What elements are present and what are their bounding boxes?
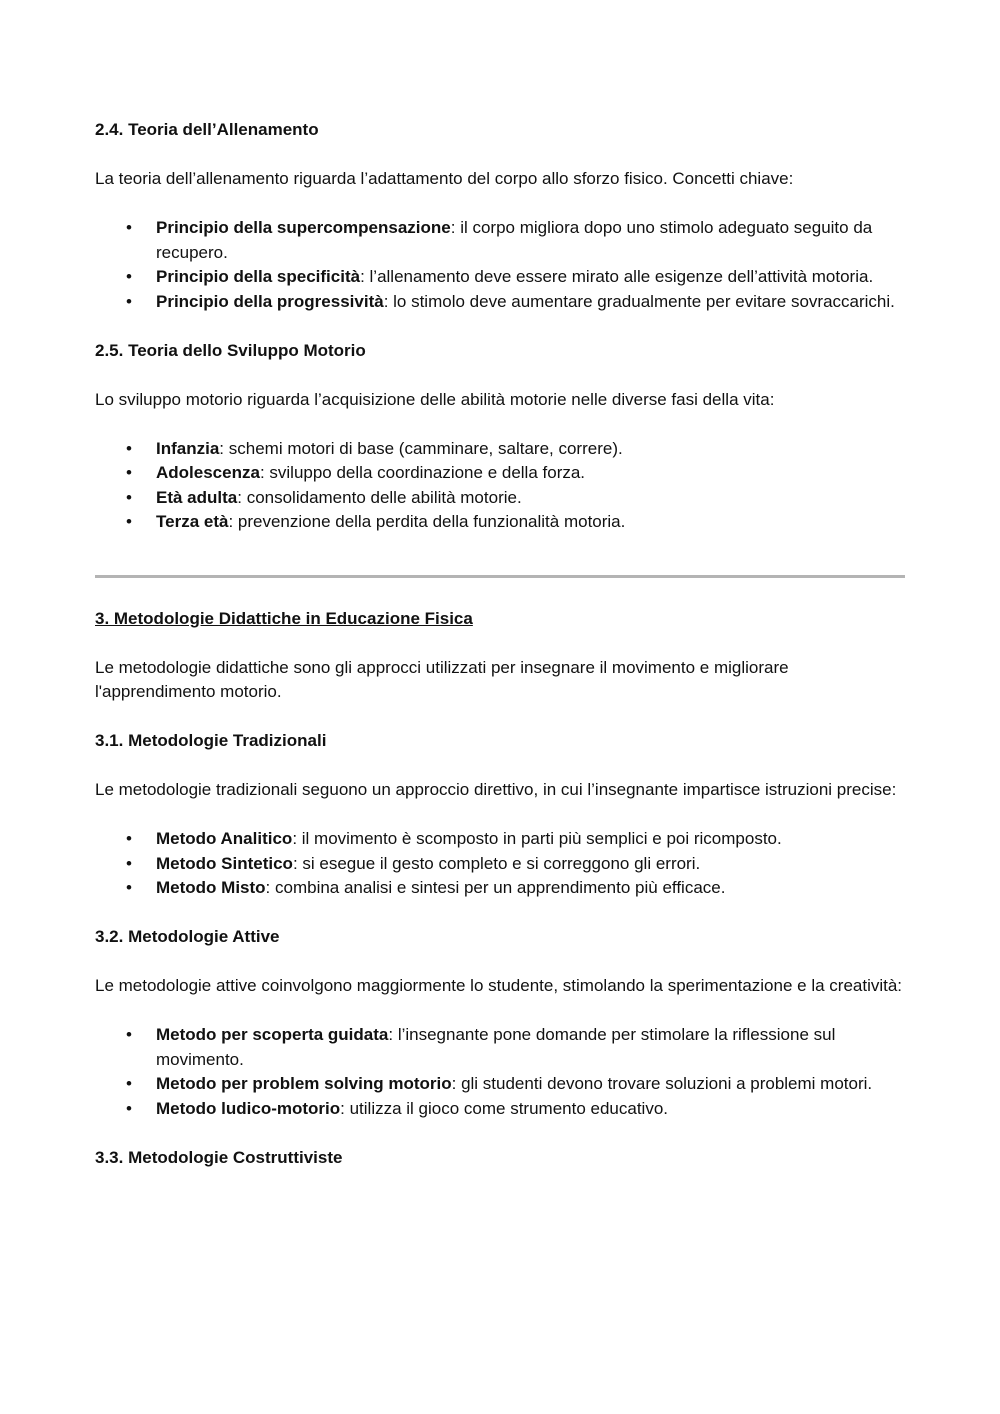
list-item-text: : consolidamento delle abilità motorie.: [237, 487, 522, 507]
list-item-term: Adolescenza: [156, 463, 260, 482]
bullet-icon: •: [126, 512, 132, 531]
list-item: [95, 1023, 905, 1072]
list-item-text: : prevenzione della perdita della funzionalità motoria.: [228, 512, 626, 531]
bullet-icon: •: [126, 267, 132, 286]
list-item: [95, 1097, 905, 1122]
section-2-5-list: [95, 437, 905, 535]
bullet-icon: •: [126, 291, 132, 311]
bullet-icon: •: [126, 463, 132, 482]
list-item-term: Metodo ludico-motorio: [156, 1098, 341, 1118]
list-item-text: : sviluppo della coordinazione e della forza.: [259, 463, 586, 482]
section-3-2-intro: Le metodologie attive coinvolgono maggiormente lo studente, stimolando la sperimentazione e la creatività:: [95, 976, 903, 995]
list-item-text: : lo stimolo deve aumentare gradualmente per evitare sovraccarichi.: [383, 291, 895, 311]
list-item: [95, 290, 905, 315]
bullet-icon: •: [126, 1098, 132, 1118]
list-item-term: Metodo Analitico: [156, 829, 293, 848]
list-item-text: : gli studenti devono trovare soluzioni a problemi motori.: [451, 1074, 873, 1093]
section-2-5-intro: Lo sviluppo motorio riguarda l’acquisizione delle abilità motorie nelle diverse fasi della vita:: [95, 389, 775, 409]
list-item: [95, 876, 905, 901]
list-item: [95, 461, 905, 486]
bullet-icon: •: [126, 487, 132, 507]
section-3-2-heading: 3.2. Metodologie Attive: [95, 927, 280, 946]
bullet-icon: •: [126, 1025, 132, 1044]
section-3-2-list: [95, 1023, 905, 1121]
section-3-intro: Le metodologie didattiche sono gli approcci utilizzati per insegnare il movimento e migliorare l'apprendimento motorio.: [95, 657, 789, 701]
list-item: [95, 486, 905, 511]
bullet-icon: •: [126, 218, 132, 237]
section-3-heading: 3. Metodologie Didattiche in Educazione Fisica: [95, 608, 473, 628]
list-item: [95, 216, 905, 265]
list-item-text: : si esegue il gesto completo e si correggono gli errori.: [292, 853, 701, 873]
list-item-text: : l’allenamento deve essere mirato alle esigenze dell’attività motoria.: [360, 267, 874, 286]
list-item-term: Principio della specificità: [156, 267, 361, 286]
bullet-icon: •: [126, 438, 132, 458]
section-3-1-intro: Le metodologie tradizionali seguono un approccio direttivo, in cui l’insegnante impartisce istruzioni precise:: [95, 780, 897, 799]
list-item: [95, 852, 905, 877]
section-2-5-heading: 2.5. Teoria dello Sviluppo Motorio: [95, 340, 366, 360]
list-item-text: : utilizza il gioco come strumento educativo.: [340, 1098, 669, 1118]
bullet-icon: •: [126, 1074, 132, 1093]
list-item-text: : schemi motori di base (camminare, saltare, correre).: [219, 438, 623, 458]
list-item-text: : combina analisi e sintesi per un apprendimento più efficace.: [265, 878, 726, 897]
document-page: [95, 118, 905, 1170]
list-item-term: Metodo per scoperta guidata: [156, 1025, 389, 1044]
bullet-icon: •: [126, 853, 132, 873]
list-item-term: Metodo per problem solving motorio: [156, 1074, 452, 1093]
bullet-icon: •: [126, 878, 132, 897]
section-3-3-heading: 3.3. Metodologie Costruttiviste: [95, 1147, 343, 1167]
list-item-term: Metodo Sintetico: [156, 853, 293, 873]
list-item-term: Infanzia: [156, 438, 220, 458]
section-2-4-intro: La teoria dell’allenamento riguarda l’adattamento del corpo allo sforzo fisico. Concetti chiave:: [95, 169, 794, 188]
list-item-text: : il movimento è scomposto in parti più semplici e poi ricomposto.: [292, 829, 782, 848]
section-2-4-list: [95, 216, 905, 314]
list-item: [95, 437, 905, 462]
list-item-term: Terza età: [156, 512, 229, 531]
bullet-icon: •: [126, 829, 132, 848]
list-item-term: Età adulta: [156, 487, 238, 507]
section-2-4-heading: 2.4. Teoria dell’Allenamento: [95, 120, 319, 139]
section-3-1-list: [95, 827, 905, 901]
list-item: [95, 265, 905, 290]
list-item-term: Principio della progressività: [156, 291, 384, 311]
list-item-term: Principio della supercompensazione: [156, 218, 451, 237]
list-item-text: : il corpo migliora dopo uno stimolo adeguato seguito da recupero.: [156, 218, 873, 262]
list-item: [95, 827, 905, 852]
list-item: [95, 1072, 905, 1097]
list-item-text: : l’insegnante pone domande per stimolare la riflessione sul movimento.: [156, 1025, 836, 1069]
section-3-1-heading: 3.1. Metodologie Tradizionali: [95, 731, 327, 750]
list-item-term: Metodo Misto: [156, 878, 266, 897]
list-item: [95, 510, 905, 535]
